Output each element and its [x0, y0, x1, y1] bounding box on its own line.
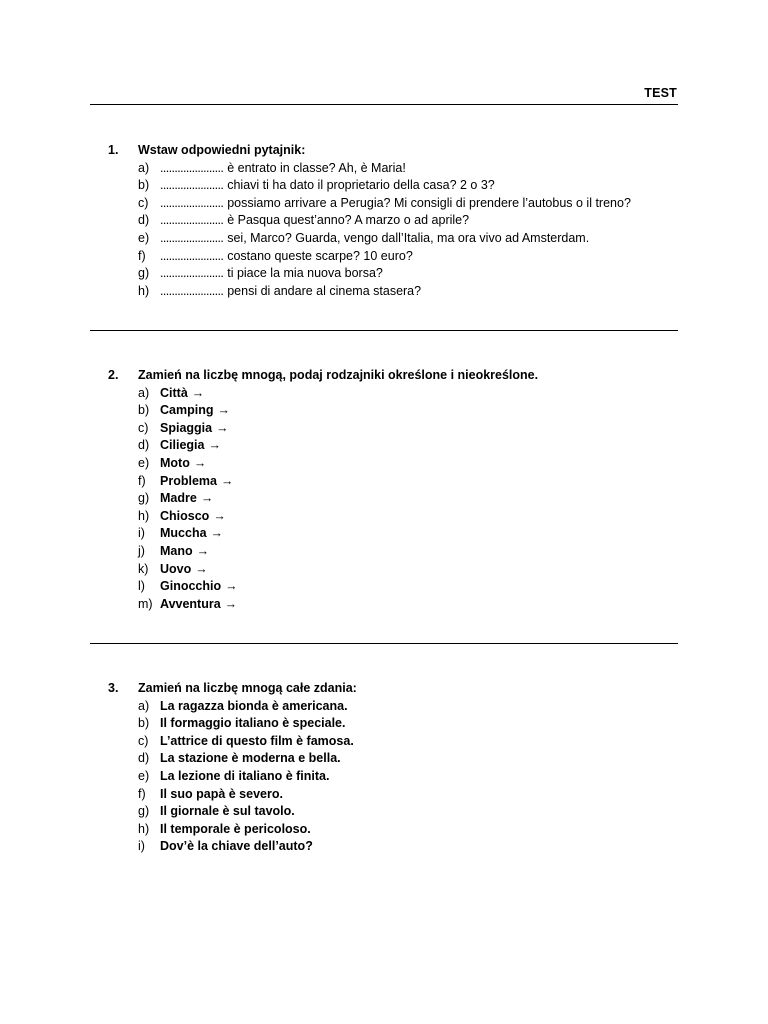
arrow-icon: →: [193, 455, 207, 470]
list-item: [90, 177, 678, 195]
item-text: Il suo papà è severo.: [160, 786, 283, 801]
list-item: [90, 230, 678, 248]
section-divider: [90, 330, 678, 331]
arrow-icon: →: [196, 543, 210, 558]
list-item: [90, 508, 678, 526]
item-text: ti piace la mia nuova borsa?: [227, 266, 383, 281]
list-item: [90, 420, 678, 438]
header-title: TEST: [644, 86, 677, 100]
item-text: possiamo arrivare a Perugia? Mi consigli di prendere l’autobus o il treno?: [227, 195, 631, 210]
item-letter: h): [138, 821, 150, 836]
arrow-icon: →: [217, 403, 230, 418]
section-2-heading: [90, 367, 678, 385]
item-text: La stazione è moderna e bella.: [160, 751, 341, 766]
item-letter: c): [138, 420, 149, 435]
list-item: [90, 750, 678, 768]
list-item: [90, 473, 678, 491]
item-letter: k): [138, 561, 149, 576]
list-item: [90, 543, 678, 561]
item-letter: d): [138, 438, 150, 453]
list-item: [90, 803, 678, 821]
list-item: [90, 385, 678, 403]
item-letter: b): [138, 716, 150, 731]
item-letter: d): [138, 751, 150, 766]
item-text: Spiaggia: [160, 420, 213, 435]
item-letter: i): [138, 526, 145, 541]
item-text: sei, Marco? Guarda, vengo dall’Italia, ma ora vivo ad Amsterdam.: [227, 230, 590, 245]
arrow-icon: →: [195, 561, 208, 576]
list-item: [90, 212, 678, 230]
list-item: [90, 821, 678, 839]
arrow-icon: →: [210, 526, 224, 541]
list-item: [90, 596, 678, 614]
list-item: [90, 561, 678, 579]
section-3-number: 3.: [108, 681, 119, 695]
item-letter: l): [138, 579, 145, 594]
arrow-icon: →: [213, 508, 226, 523]
item-text: L’attrice di questo film è famosa.: [160, 733, 354, 748]
section-2-number: 2.: [108, 368, 119, 382]
list-item: [90, 768, 678, 786]
section-1-number: 1.: [108, 143, 119, 157]
item-letter: i): [138, 839, 145, 854]
item-text: Il formaggio italiano è speciale.: [160, 716, 346, 731]
answer-blank: ......................: [160, 266, 224, 281]
list-item: [90, 715, 678, 733]
item-letter: f): [138, 473, 146, 488]
item-text: Il giornale è sul tavolo.: [160, 804, 295, 819]
list-item: [90, 490, 678, 508]
arrow-icon: →: [224, 596, 238, 611]
item-letter: m): [138, 596, 153, 611]
answer-blank: ......................: [160, 160, 224, 175]
list-item: [90, 525, 678, 543]
answer-blank: ......................: [160, 178, 224, 193]
section-1: [90, 142, 678, 300]
item-letter: c): [138, 195, 149, 210]
item-letter: f): [138, 248, 146, 263]
item-text: Uovo: [160, 561, 192, 576]
header-divider: [90, 104, 678, 105]
item-text: Il temporale è pericoloso.: [160, 821, 311, 836]
list-item: [90, 733, 678, 751]
item-text: Problema: [160, 473, 217, 488]
item-text: Camping: [160, 403, 214, 418]
item-letter: e): [138, 455, 150, 470]
answer-blank: ......................: [160, 230, 224, 245]
item-text: Madre: [160, 491, 197, 506]
item-text: è Pasqua quest’anno? A marzo o ad aprile?: [227, 213, 470, 228]
arrow-icon: →: [208, 438, 221, 453]
item-letter: f): [138, 786, 146, 801]
list-item: [90, 160, 678, 178]
item-text: Chiosco: [160, 508, 210, 523]
answer-blank: ......................: [160, 283, 224, 298]
arrow-icon: →: [191, 385, 205, 400]
arrow-icon: →: [200, 491, 214, 506]
item-letter: g): [138, 804, 150, 819]
item-text: è entrato in classe? Ah, è Maria!: [227, 160, 406, 175]
list-item: [90, 265, 678, 283]
item-letter: a): [138, 385, 150, 400]
section-3-heading: [90, 680, 678, 698]
item-text: Mano: [160, 543, 193, 558]
section-1-heading: [90, 142, 678, 160]
item-text: Avventura: [160, 596, 221, 611]
list-item: [90, 578, 678, 596]
list-item: [90, 195, 678, 213]
list-item: [90, 838, 678, 856]
arrow-icon: →: [220, 473, 234, 488]
item-text: Città: [160, 385, 188, 400]
item-text: Muccha: [160, 526, 207, 541]
item-letter: c): [138, 733, 149, 748]
section-1-title: Wstaw odpowiedni pytajnik:: [138, 143, 306, 157]
list-item: [90, 248, 678, 266]
item-letter: g): [138, 491, 150, 506]
item-letter: e): [138, 230, 150, 245]
item-letter: b): [138, 403, 150, 418]
item-text: Ciliegia: [160, 438, 205, 453]
list-item: [90, 455, 678, 473]
answer-blank: ......................: [160, 248, 224, 263]
item-letter: a): [138, 160, 150, 175]
item-text: pensi di andare al cinema stasera?: [227, 283, 422, 298]
item-letter: h): [138, 283, 150, 298]
list-item: [90, 437, 678, 455]
section-divider: [90, 643, 678, 644]
item-letter: h): [138, 508, 150, 523]
list-item: [90, 283, 678, 301]
item-letter: j): [138, 543, 145, 558]
item-letter: b): [138, 178, 150, 193]
section-2-title: Zamień na liczbę mnogą, podaj rodzajniki określone i nieokreślone.: [138, 368, 539, 382]
section-2: [90, 367, 678, 613]
item-text: costano queste scarpe? 10 euro?: [227, 248, 413, 263]
item-letter: a): [138, 698, 150, 713]
item-text: Moto: [160, 455, 190, 470]
item-letter: g): [138, 266, 150, 281]
item-text: Ginocchio: [160, 579, 222, 594]
answer-blank: ......................: [160, 195, 224, 210]
section-3-title: Zamień na liczbę mnogą całe zdania:: [138, 681, 357, 695]
item-text: Dov’è la chiave dell’auto?: [160, 839, 313, 854]
item-letter: e): [138, 768, 150, 783]
section-3: [90, 680, 678, 856]
item-text: La lezione di italiano è finita.: [160, 768, 330, 783]
item-text: chiavi ti ha dato il proprietario della casa? 2 o 3?: [227, 178, 495, 193]
answer-blank: ......................: [160, 213, 224, 228]
list-item: [90, 402, 678, 420]
list-item: [90, 786, 678, 804]
list-item: [90, 698, 678, 716]
item-text: La ragazza bionda è americana.: [160, 698, 348, 713]
item-letter: d): [138, 213, 150, 228]
arrow-icon: →: [225, 579, 238, 594]
arrow-icon: →: [216, 420, 229, 435]
